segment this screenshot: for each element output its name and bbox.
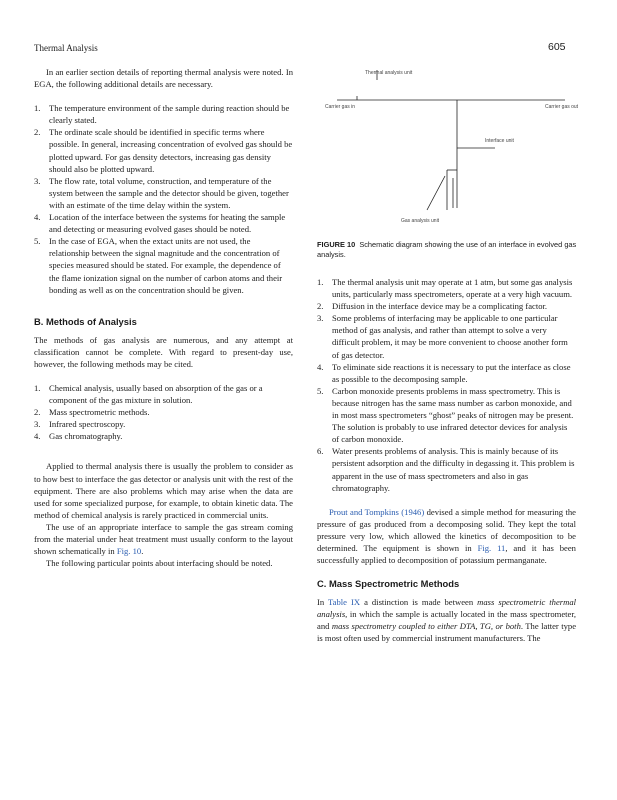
figure-10 bbox=[317, 60, 587, 240]
reporting-details-list bbox=[34, 102, 293, 296]
left-column bbox=[34, 66, 293, 569]
list-item: 5. Carbon monoxide presents problems in mass spectrometry. This is because nitrogen has the same mass number as carbon monoxide, and in most mass spectrometers “ghost” peaks of nitrogen may be present. The solution is probably to use infrared detector devices for analysis of carbon monoxide. bbox=[317, 385, 574, 445]
list-item: 1. The temperature environment of the sample during reaction should be clearly stated. bbox=[34, 103, 290, 126]
label-interface: Interface unit bbox=[485, 138, 514, 144]
list-item: 2. Diffusion in the interface device may be a complicating factor. bbox=[317, 301, 548, 312]
mass-spec-paragraph: In Table IX a distinction is made between mass spectrometric thermal analysis, in which the sample is actually located in the mass spectrometer, and mass spectrometry coupled to either DTA, TG, or both. The latter type is most often used by commercial instrument manufacturers. The bbox=[317, 597, 577, 644]
interface-paragraph: The use of an appropriate interface to sample the gas stream coming from the material under heat treatment must usually conform to the layout shown schematically in Fig. 10. bbox=[34, 521, 293, 557]
following-paragraph: The following particular points about interfacing should be noted. bbox=[46, 558, 273, 569]
label-gas-analysis: Gas analysis unit bbox=[401, 218, 440, 224]
fig-10-link[interactable]: Fig. 10 bbox=[116, 546, 142, 557]
list-item: 3. Infrared spectroscopy. bbox=[34, 419, 126, 430]
section-heading-c: C. Mass Spectrometric Methods bbox=[317, 578, 460, 590]
figure-caption: FIGURE 10 Schematic diagram showing the use of an interface in evolved gas analysis. bbox=[317, 240, 577, 259]
list-item: 4. Location of the interface between the systems for heating the sample and detecting or measuring evolved gases should be noted. bbox=[34, 212, 286, 235]
list-item: 2. Mass spectrometric methods. bbox=[34, 407, 150, 418]
interfacing-points-list bbox=[317, 276, 576, 494]
diagonal-arrow bbox=[427, 176, 445, 210]
label-thermal-unit: Thermal analysis unit bbox=[365, 70, 413, 76]
list-item: 1. Chemical analysis, usually based on absorption of the gas or a component of the gas mixture in solution. bbox=[34, 382, 263, 406]
methods-paragraph: The methods of gas analysis are numerous, and any attempt at classification cannot be complete. With regard to present-day use, however, the following methods may be cited. bbox=[34, 334, 293, 369]
table-ix-link[interactable]: Table IX bbox=[328, 597, 361, 608]
list-item: 3. The flow rate, total volume, construction, and temperature of the system between the sample and the detector should be given, together with an estimate of the time delay within the system. bbox=[34, 175, 289, 210]
list-item: 2. The ordinate scale should be identified in specific terms where possible. In general, increasing concentration of evolved gas should be plotted upward. For gas density detectors, increasing gas density should also be plotted upward. bbox=[34, 127, 293, 174]
list-item: 5. In the case of EGA, when the extact units are not used, the relationship between the signal magnitude and the concentration of species measured should be stated. For example, the dependence of the flame ionization signal on the number of carbon atoms and their bonding as well as on the concentration should be given. bbox=[34, 236, 283, 295]
list-item: 4. To eliminate side reactions it is necessary to put the interface as close as possible to the decomposing sample. bbox=[317, 361, 571, 384]
right-column bbox=[317, 276, 576, 645]
applied-paragraph: Applied to thermal analysis there is usually the problem to consider as to how best to interface the gas detector or analysis unit with the rest of the equipment. There are also problems which may arise when the data are used for some specialized purpose, for example, to obtain kinetic data. The method of chemical analysis is rarely practiced in commercial units. bbox=[34, 461, 293, 520]
list-item: 3. Some problems of interfacing may be applicable to one particular method of gas analysis, and rather than attempt to solve a very difficult problem, it may be more convenient to choose another form of gas detector. bbox=[317, 313, 568, 360]
list-item: 4. Gas chromatography. bbox=[34, 431, 123, 442]
section-heading-b: B. Methods of Analysis bbox=[34, 315, 137, 327]
label-carrier-out: Carrier gas out bbox=[545, 104, 579, 110]
list-item: 6. Water presents problems of analysis. This is mainly because of its persistent adsorption and the difficulty in degassing it. This problem is apparent in the use of mass spectrometers and also in gas chromatography. bbox=[317, 446, 575, 493]
prout-paragraph: Prout and Tompkins (1946) devised a simple method for measuring the pressure of gas produced from a decomposing solid. They kept the total pressure very low, which allowed the kinetics of decomposition to be determined. The equipment is shown in Fig. 11, and it has been successfully applied to decomposition of potassium permanganate. bbox=[317, 506, 576, 566]
methods-list bbox=[34, 382, 293, 442]
intro-paragraph: In an earlier section details of reporting thermal analysis were noted. In EGA, the following additional details are necessary. bbox=[34, 67, 293, 90]
fig-11-link[interactable]: Fig. 11 bbox=[477, 542, 506, 553]
page-number: 605 bbox=[548, 41, 566, 53]
list-item: 1. The thermal analysis unit may operate at 1 atm, but some gas analysis units, particularly mass spectrometers, operate at a very high vacuum. bbox=[317, 277, 573, 300]
label-carrier-in: Carrier gas in bbox=[325, 104, 356, 110]
prout-reference-link[interactable]: Prout and Tompkins (1946) bbox=[329, 506, 425, 517]
interface-schematic bbox=[317, 60, 587, 240]
running-title: Thermal Analysis bbox=[34, 43, 98, 53]
